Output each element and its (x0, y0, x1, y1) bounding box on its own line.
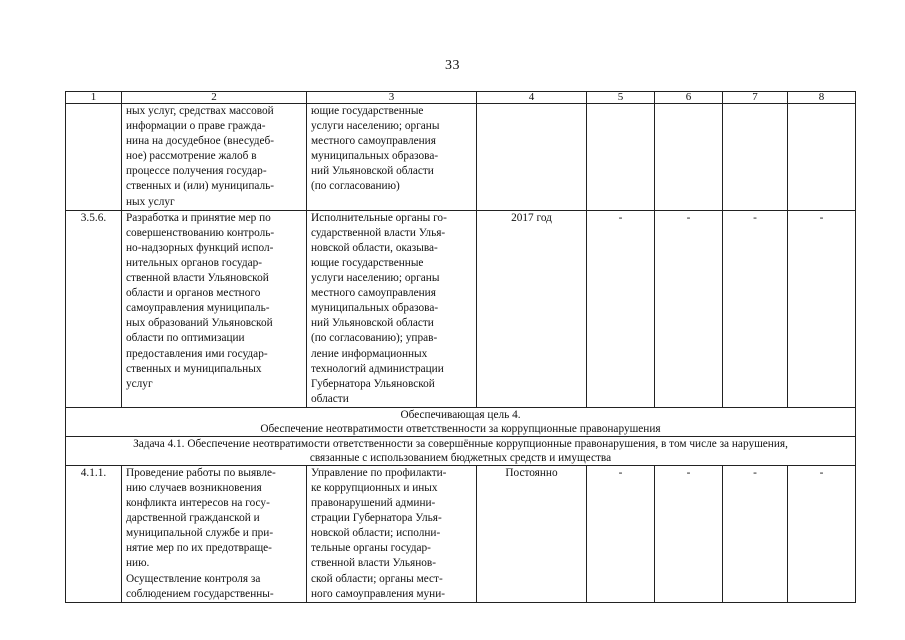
funding-cell-7: - (723, 210, 788, 407)
term-cell: 2017 год (477, 210, 587, 407)
row-number-cell (66, 104, 122, 211)
goal-heading (66, 407, 856, 436)
column-header-7: 7 (723, 92, 788, 104)
row-number-cell: 3.5.6. (66, 210, 122, 407)
executor-cell: ющие государственные услуги населению; органы местного самоуправления муниципальных образова- ний Ульяновской области (по согласованию) (307, 104, 477, 211)
measure-cell: Проведение работы по выявле- нию случаев возникновения конфликта интересов на госу- дарственной гражданской и муниципальной службе и при- нятие мер по их предотвраще- нию. Осуществление контроля за соблюдением государственны- (122, 465, 307, 602)
column-header-3: 3 (307, 92, 477, 104)
funding-cell-7: - (723, 465, 788, 602)
measure-cell: Разработка и принятие мер по совершенствованию контроль- но-надзорных функций испол- нительных органов государ- ственной власти Ульяновской области и органов местного самоуправления муниципаль- ных образований Ульяновской области по оптимизации предоставления ими государ- ственных и муниципальных услуг (122, 210, 307, 407)
funding-cell-6: - (655, 465, 723, 602)
funding-cell-7 (723, 104, 788, 211)
executor-cell: Исполнительные органы го- сударственной власти Улья- новской области, оказыва- ющие государственные услуги населению; органы местного самоуправления муниципальных образова- ний Ульяновской области (по согласованию); управ- ление информационных технологий администрации Губернатора Ульяновской области (307, 210, 477, 407)
funding-cell-5: - (587, 465, 655, 602)
goal-row (66, 407, 856, 436)
task-title: Задача 4.1. Обеспечение неотвратимости ответственности за совершённые коррупционные правонарушения, в том числе за нарушения, (133, 437, 788, 450)
column-number-header (66, 92, 856, 104)
column-header-8: 8 (788, 92, 856, 104)
task-title-continued: связанные с использованием бюджетных средств и имущества (309, 451, 612, 464)
goal-title: Обеспечивающая цель 4. (400, 408, 521, 421)
table-row (66, 104, 856, 211)
term-cell (477, 104, 587, 211)
column-header-1: 1 (66, 92, 122, 104)
measures-table (65, 91, 856, 603)
row-number-cell: 4.1.1. (66, 465, 122, 602)
goal-description: Обеспечение неотвратимости ответственности за коррупционные правонарушения (260, 422, 661, 435)
funding-cell-6 (655, 104, 723, 211)
term-cell: Постоянно (477, 465, 587, 602)
page-number: 33 (445, 58, 460, 73)
task-heading (66, 436, 856, 465)
measure-cell: ных услуг, средствах массовой информации о праве гражда- нина на досудебное (внесудеб- ное) рассмотрение жалоб в процессе получения государ- ственных и (или) муниципаль- ных услуг (122, 104, 307, 211)
funding-cell-8: - (788, 465, 856, 602)
task-row (66, 436, 856, 465)
table-row (66, 465, 856, 602)
funding-cell-8: - (788, 210, 856, 407)
funding-cell-5 (587, 104, 655, 211)
funding-cell-8 (788, 104, 856, 211)
executor-cell: Управление по профилакти- ке коррупционных и иных правонарушений админи- страции Губернатора Улья- новской области; исполни- тельные органы государ- ственной власти Ульянов- ской области; органы мест- ного самоуправления муни- (307, 465, 477, 602)
column-header-4: 4 (477, 92, 587, 104)
column-header-2: 2 (122, 92, 307, 104)
funding-cell-5: - (587, 210, 655, 407)
column-header-6: 6 (655, 92, 723, 104)
funding-cell-6: - (655, 210, 723, 407)
table-row (66, 210, 856, 407)
column-header-5: 5 (587, 92, 655, 104)
